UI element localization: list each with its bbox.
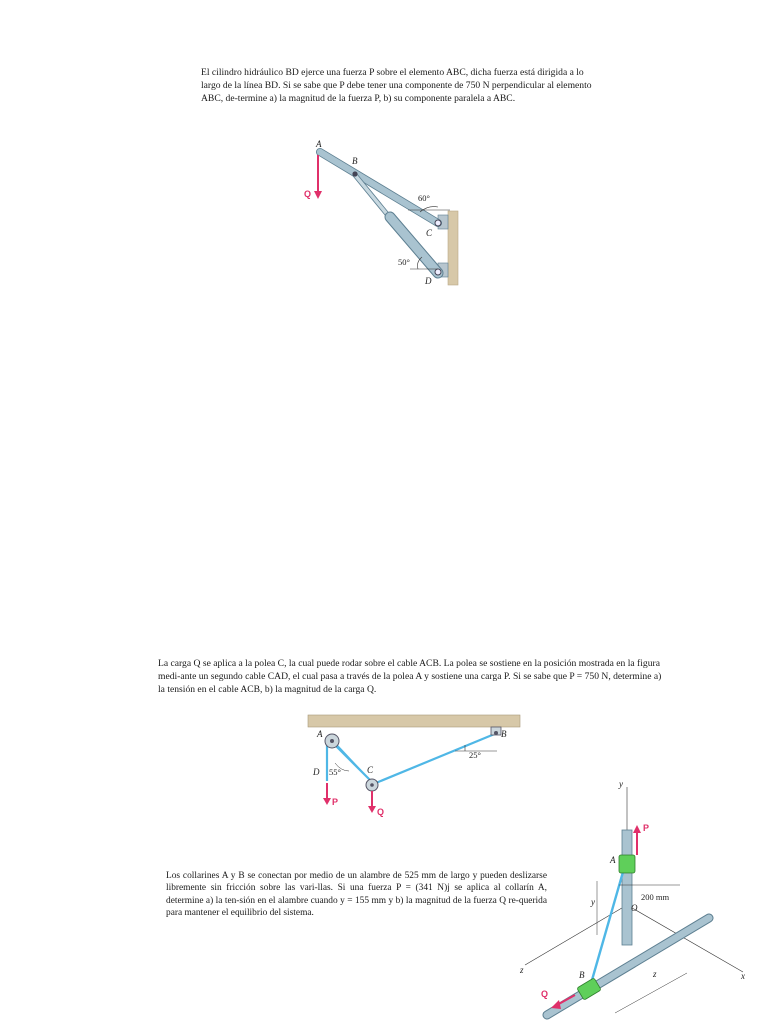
- angle-25: 25°: [469, 750, 481, 760]
- label-b: B: [501, 729, 507, 739]
- label-q: Q: [377, 807, 385, 817]
- angle-55: 55°: [329, 767, 341, 777]
- label-q: Q: [541, 989, 549, 999]
- label-p: P: [643, 823, 650, 833]
- label-b: B: [579, 970, 585, 980]
- axis-x: [627, 905, 743, 972]
- label-axis-y: y: [619, 779, 623, 789]
- pin-c: [435, 220, 441, 226]
- cable-ca: [337, 745, 369, 779]
- dimension-200mm: 200 mm: [641, 892, 670, 902]
- label-p: P: [332, 797, 339, 807]
- problem-1-text: El cilindro hidráulico BD ejerce una fuerza P sobre el elemento ABC, dicha fuerza está dirigida a lo largo de la línea BD. Si se sabe que P debe tener una componente de 750 N perpendicular al elemento ABC, de-termine a) la magnitud de la fuerza P, b) su componente paralela a ABC.: [201, 67, 592, 104]
- label-d: D: [313, 767, 320, 777]
- angle-50: 50°: [398, 257, 410, 267]
- label-q: Q: [304, 189, 312, 199]
- figure-3-collars-wire: [515, 775, 760, 1024]
- label-a: A: [610, 855, 616, 865]
- angle-60: 60°: [418, 193, 430, 203]
- problem-2-text: La carga Q se aplica a la polea C, la cual puede rodar sobre el cable ACB. La polea se sostiene en la posición mostrada en la figura medi-ante un segundo cable CAD, el cual pasa a través de la polea A y sostiene una carga P. Si se sabe que P = 750 N, determine a) la tensión en el cable ACB, b) la magnitud de la carga Q.: [158, 658, 662, 695]
- figure-1-hydraulic-cylinder: [300, 135, 470, 290]
- figure-2-pulley-system: [305, 713, 525, 823]
- label-dim-z: z: [653, 969, 657, 979]
- collar-a: [619, 855, 635, 873]
- label-c: C: [426, 228, 433, 238]
- problem-3-text: Los collarines A y B se conectan por medio de un alambre de 525 mm de largo y pueden deslizarse libremente sin fricción sobre las vari-llas. Si una fuerza P = (341 N)j se aplica al collarín A, determine a) la ten-sión en el alambre cuando y = 155 mm y b) la magnitud de la fuerza Q re-querida para mantener el equilibrio del sistema.: [166, 871, 547, 919]
- label-a: A: [317, 729, 323, 739]
- label-o: O: [631, 903, 638, 913]
- vertical-rod: [622, 830, 632, 945]
- label-c: C: [367, 765, 374, 775]
- label-dim-y: y: [591, 897, 595, 907]
- label-b: B: [352, 156, 358, 166]
- pin-d: [435, 269, 441, 275]
- ceiling-beam: [308, 715, 520, 727]
- label-d: D: [425, 276, 432, 286]
- label-axis-x: x: [741, 971, 745, 981]
- label-a: A: [316, 139, 322, 149]
- pin-b: [352, 171, 357, 176]
- label-axis-z: z: [520, 965, 524, 975]
- wall: [448, 211, 458, 285]
